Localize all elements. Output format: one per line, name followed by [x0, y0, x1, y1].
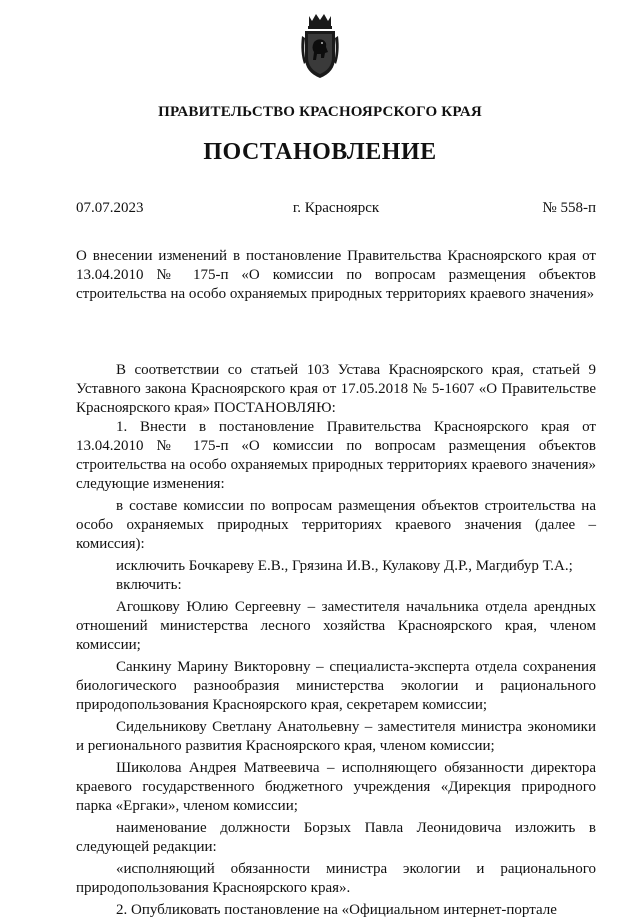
body-paragraph: Агошкову Юлию Сергеевну – заместителя начальника отдела арендных отношений министерства лесного хозяйства Красноярского края, членом комиссии;: [76, 599, 596, 653]
government-title: ПРАВИТЕЛЬСТВО КРАСНОЯРСКОГО КРАЯ: [158, 104, 482, 120]
document-meta-row: [76, 200, 596, 220]
body-paragraph: исключить Бочкареву Е.В., Грязина И.В., Кулакову Д.Р., Магдибур Т.А.;: [116, 558, 573, 574]
body-paragraph: наименование должности Борзых Павла Леонидовича изложить в следующей редакции:: [76, 820, 596, 855]
coat-of-arms-icon: [300, 12, 340, 82]
body-paragraph: Шиколова Андрея Матвеевича – исполняющего обязанности директора краевого государственного бюджетного учреждения «Дирекция природного парка «Ергаки», членом комиссии;: [76, 760, 596, 814]
body-paragraph: в составе комиссии по вопросам размещения объектов строительства на особо охраняемых природных территориях краевого значения (далее – комиссия):: [76, 498, 596, 552]
body-paragraph: 2. Опубликовать постановление на «Официальном интернет-портале: [116, 902, 557, 918]
body-paragraph: В соответствии со статьей 103 Устава Красноярского края, статьей 9 Уставного закона Красноярского края от 17.05.2018 № 5-1607 «О Правительстве Красноярского края» ПОСТАНОВЛЯЮ:: [76, 362, 596, 416]
body-paragraph: «исполняющий обязанности министра экологии и рационального природопользования Красноярского края».: [76, 861, 596, 896]
document-date: 07.07.2023: [76, 200, 144, 216]
document-subject: О внесении изменений в постановление Правительства Красноярского края от 13.04.2010 № 175-п «О комиссии по вопросам размещения объектов строительства на особо охраняемых природных территориях краевого значения»: [76, 248, 596, 302]
document-number: № 558-п: [542, 200, 596, 216]
body-paragraph: 1. Внести в постановление Правительства Красноярского края от 13.04.2010 № 175-п «О комиссии по вопросам размещения объектов строительства на особо охраняемых природных территориях краевого значения» следующие изменения:: [76, 419, 596, 492]
body-paragraph: Сидельникову Светлану Анатольевну – заместителя министра экономики и регионального развития Красноярского края, членом комиссии;: [76, 719, 596, 754]
document-type-title: ПОСТАНОВЛЕНИЕ: [203, 139, 437, 165]
document-body: [76, 361, 596, 920]
body-paragraph: Санкину Марину Викторовну – специалиста-эксперта отдела сохранения биологического разнообразия министерства экологии и рационального природопользования Красноярского края, секретарем комиссии;: [76, 659, 596, 713]
document-city: г. Красноярск: [292, 200, 380, 216]
body-paragraph: включить:: [116, 577, 182, 593]
